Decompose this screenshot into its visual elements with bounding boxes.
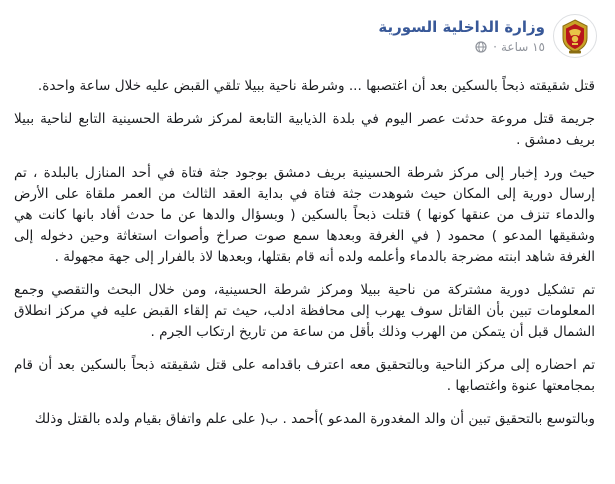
post-paragraph: تم احضاره إلى مركز الناحية وبالتحقيق معه اعترف باقدامه على قتل شقيقته ذبحاً بالسكين بعد أن قام بمجامعتها عنوة واغتصابها . (14, 357, 595, 394)
page-name-link[interactable]: وزارة الداخلية السورية (378, 17, 545, 36)
header-text (378, 17, 545, 56)
avatar[interactable] (553, 14, 597, 58)
post-header (378, 10, 597, 62)
post-paragraph: جريمة قتل مروعة حدثت عصر اليوم في بلدة الذيابية التابعة لمركز شرطة الحسينية التابع لناحية ببيلا بريف دمشق . (14, 111, 595, 148)
post-paragraph: قتل شقيقته ذبحاً بالسكين بعد أن اغتصبها ... وشرطة ناحية ببيلا تلقي القبض عليه خلال ساعة واحدة. (37, 78, 595, 94)
meta-separator: · (493, 39, 497, 54)
ministry-emblem-icon (555, 16, 595, 56)
post-paragraph: وبالتوسع بالتحقيق تبين أن والد المغدورة المدعو )أحمد . ب( على علم واتفاق بقيام ولده بالقتل وذلك (34, 411, 595, 427)
post-time[interactable]: ١٥ ساعة (500, 39, 545, 54)
globe-icon[interactable] (475, 41, 487, 53)
post-paragraph: تم تشكيل دورية مشتركة من ناحية ببيلا ومركز شرطة الحسينية، ومن خلال البحث والتقصي وجمع المعلومات تبين بأن القاتل سوف يهرب إلى محافظة ادلب، حيث تم إلقاء القبض عليه في مركز انطلاق الشمال قبل أن يتمكن من الهرب وذلك بأقل من ساعة من تاريخ ارتكاب الجرم . (14, 282, 595, 340)
post-meta (475, 38, 545, 56)
post-body (14, 76, 595, 442)
post-paragraph: حيث ورد إخبار إلى مركز شرطة الحسينية بريف دمشق بوجود جثة فتاة في أحد المنازل بالبلدة ، تم إرسال دورية إلى المكان حيث شوهدت جثة فتاة في بداية العقد الثالث من العمر ملقاة على الأرض والدماء تنزف من عنقها كونها ) قتلت ذبحاً بالسكين ( وبسؤال والدها عن ما حدث أفاد بانها كانت هي وشقيقها المدعو ) محمود ( في الغرفة وبعدها سمع صوت صراخ وأصوات استغاثة وحين دخوله إلى الغرفة شاهد ابنته مضرجة بالدماء وأعلمه ولده أنه قام بقتلها، وبعدها لاذ بالفرار إلى جهة مجهولة . (14, 165, 595, 265)
